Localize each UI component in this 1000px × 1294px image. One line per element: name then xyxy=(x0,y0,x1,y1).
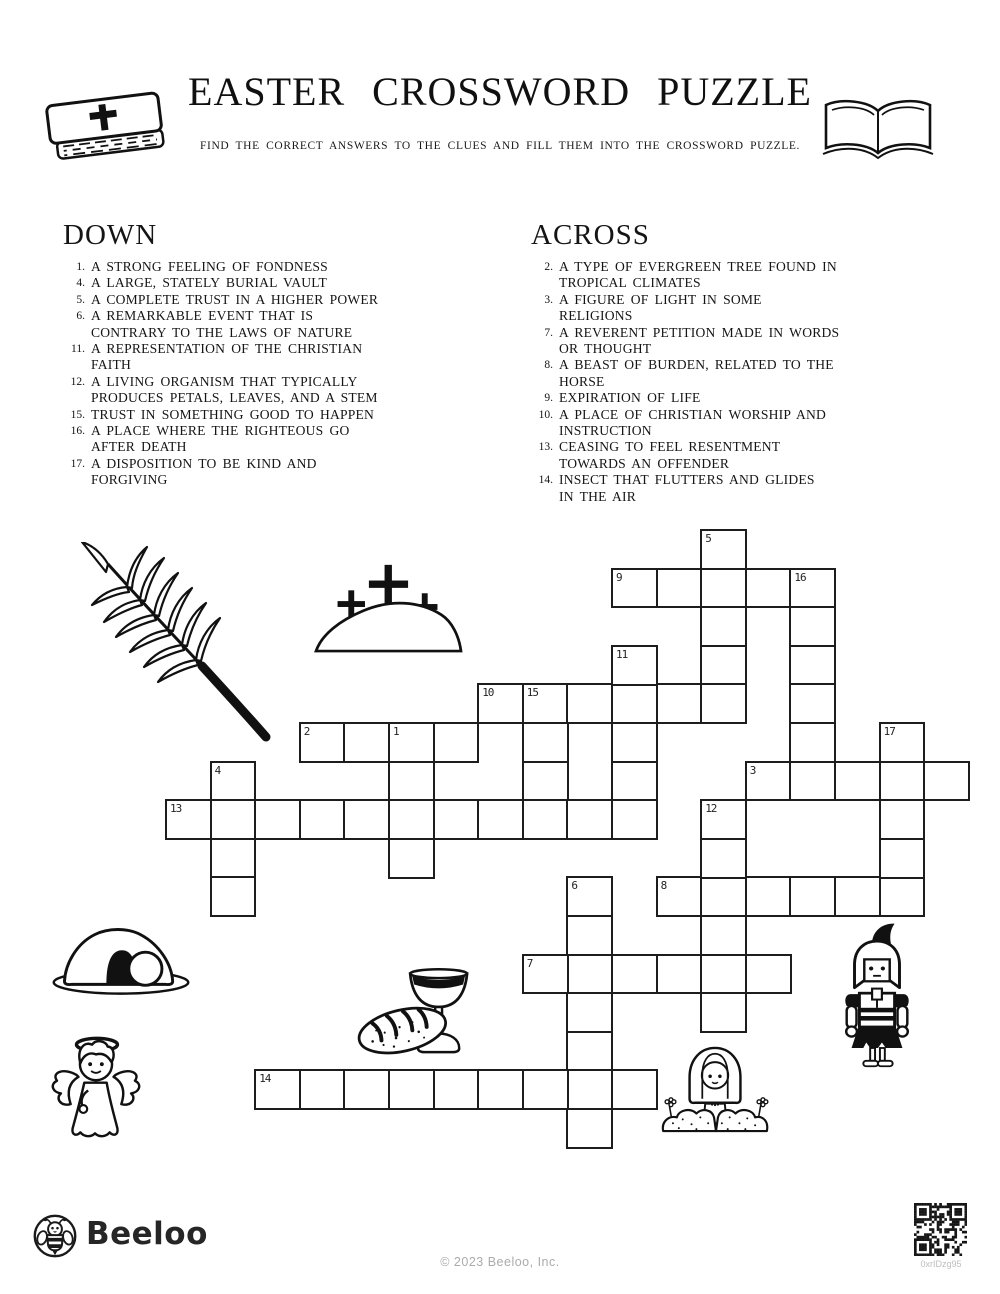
clue-number: 2. xyxy=(544,261,553,273)
crossword-cell[interactable] xyxy=(522,722,569,763)
crossword-cell[interactable] xyxy=(254,1069,301,1110)
qr-code xyxy=(914,1203,967,1256)
cell-number: 10 xyxy=(482,686,494,700)
cell-number: 14 xyxy=(259,1072,271,1086)
crossword-cell[interactable] xyxy=(210,761,257,802)
across-clues-section xyxy=(531,219,961,505)
crossword-cell[interactable] xyxy=(789,683,836,724)
crossword-cell[interactable] xyxy=(477,683,524,724)
crossword-cell[interactable] xyxy=(566,915,613,956)
clue-number: 10. xyxy=(538,408,553,421)
crossword-cell[interactable] xyxy=(611,954,658,995)
across-heading: ACROSS xyxy=(531,219,650,251)
crossword-cell[interactable] xyxy=(522,954,569,995)
clue-text: A STRONG FEELING OF FONDNESS xyxy=(91,259,328,274)
down-heading: DOWN xyxy=(63,219,158,251)
crossword-cell[interactable] xyxy=(700,838,747,879)
crossword-cell[interactable] xyxy=(789,645,836,686)
clue-text: A BEAST OF BURDEN, RELATED TO THE HORSE xyxy=(559,357,834,389)
clue-item xyxy=(63,275,493,291)
crossword-cell[interactable] xyxy=(522,1069,569,1110)
crossword-cell[interactable] xyxy=(210,876,257,917)
crossword-cell[interactable] xyxy=(433,1069,480,1110)
page-subtitle: FIND THE CORRECT ANSWERS TO THE CLUES AND FILL THEM INTO THE CROSSWORD PUZZLE. xyxy=(200,140,800,152)
down-clue-list xyxy=(63,259,493,489)
crossword-cell[interactable] xyxy=(700,606,747,647)
clue-item xyxy=(63,456,493,489)
cell-number: 6 xyxy=(571,879,578,893)
crossword-cell[interactable] xyxy=(388,1069,435,1110)
clue-text: A TYPE OF EVERGREEN TREE FOUND IN TROPICAL CLIMATES xyxy=(559,259,837,291)
crossword-cell[interactable] xyxy=(433,799,480,840)
crossword-cell[interactable] xyxy=(611,722,658,763)
clue-number: 9. xyxy=(544,392,553,405)
cell-number: 11 xyxy=(616,647,628,661)
copyright-text: © 2023 Beeloo, Inc. xyxy=(440,1255,560,1269)
clue-number: 12. xyxy=(70,375,85,388)
crossword-cell[interactable] xyxy=(388,838,435,879)
palm-branch-icon xyxy=(78,542,273,742)
bee-logo-icon xyxy=(32,1213,78,1259)
crossword-cell[interactable] xyxy=(522,683,569,724)
page-title: EASTER CROSSWORD PUZZLE xyxy=(188,69,812,114)
crossword-cell[interactable] xyxy=(656,876,703,917)
crossword-cell[interactable] xyxy=(700,645,747,686)
clue-text: A PLACE OF CHRISTIAN WORSHIP AND INSTRUCTION xyxy=(559,406,827,439)
open-book-icon xyxy=(815,97,941,167)
crossword-cell[interactable] xyxy=(611,761,658,802)
crossword-cell[interactable] xyxy=(700,915,747,956)
crossword-cell[interactable] xyxy=(388,799,435,840)
crossword-cell[interactable] xyxy=(611,645,658,686)
qr-code-label: 0xrIDzg95 xyxy=(920,1259,962,1269)
clue-item xyxy=(531,357,961,390)
crossword-cell[interactable] xyxy=(343,722,390,763)
clue-text: A LIVING ORGANISM THAT TYPICALLY PRODUCES PETALS, LEAVES, AND A STEM xyxy=(91,373,378,406)
clue-number: 13. xyxy=(538,441,553,454)
crossword-cell[interactable] xyxy=(210,838,257,879)
down-clues-section xyxy=(63,219,493,489)
crossword-cell[interactable] xyxy=(700,876,747,917)
brand-name: Beeloo xyxy=(86,1216,208,1252)
crossword-cell[interactable] xyxy=(789,722,836,763)
roman-soldier-icon xyxy=(833,921,921,1069)
cell-number: 8 xyxy=(660,879,667,893)
crossword-cell[interactable] xyxy=(388,761,435,802)
crossword-cell[interactable] xyxy=(656,683,703,724)
crossword-cell[interactable] xyxy=(879,838,926,879)
clue-text: INSECT THAT FLUTTERS AND GLIDES IN THE AIR xyxy=(559,472,815,504)
crossword-cell[interactable] xyxy=(299,1069,346,1110)
crossword-cell[interactable] xyxy=(566,799,613,840)
clue-item xyxy=(63,374,493,407)
crossword-cell[interactable] xyxy=(343,799,390,840)
crossword-cell[interactable] xyxy=(789,568,836,609)
cell-number: 4 xyxy=(214,763,221,777)
clue-item xyxy=(531,325,961,358)
clue-item xyxy=(63,407,493,423)
cell-number: 2 xyxy=(303,725,310,738)
crossword-cell[interactable] xyxy=(165,799,212,840)
clue-number: 14. xyxy=(538,474,553,487)
three-crosses-icon xyxy=(312,558,464,654)
crossword-cell[interactable] xyxy=(566,1031,613,1072)
across-clue-list xyxy=(531,259,961,505)
clue-number: 7. xyxy=(544,326,553,339)
cell-number: 13 xyxy=(170,802,182,816)
crossword-cell[interactable] xyxy=(700,529,747,570)
clue-text: A DISPOSITION TO BE KIND AND FORGIVING xyxy=(91,455,317,488)
cell-number: 1 xyxy=(393,725,399,738)
crossword-cell[interactable] xyxy=(566,683,613,724)
clue-text: A REPRESENTATION OF THE CHRISTIAN FAITH xyxy=(91,341,363,373)
crossword-cell[interactable] xyxy=(834,761,881,802)
clue-number: 3. xyxy=(544,293,553,306)
crossword-cell[interactable] xyxy=(789,606,836,647)
clue-text: A LARGE, STATELY BURIAL VAULT xyxy=(91,275,328,291)
crossword-cell[interactable] xyxy=(879,761,926,802)
crossword-cell[interactable] xyxy=(745,876,792,917)
crossword-cell[interactable] xyxy=(745,954,792,995)
clue-number: 17. xyxy=(70,457,85,470)
crossword-cell[interactable] xyxy=(834,876,881,917)
crossword-cell[interactable] xyxy=(879,876,926,917)
crossword-cell[interactable] xyxy=(656,954,703,995)
crossword-cell[interactable] xyxy=(299,722,346,763)
clue-item xyxy=(63,423,493,456)
mary-icon xyxy=(658,1045,773,1135)
crossword-cell[interactable] xyxy=(611,568,658,609)
cell-number: 17 xyxy=(883,725,895,738)
crossword-cell[interactable] xyxy=(611,683,658,724)
crossword-cell[interactable] xyxy=(566,876,613,917)
crossword-cell[interactable] xyxy=(700,954,747,995)
cell-number: 15 xyxy=(526,686,539,700)
clue-number: 16. xyxy=(70,425,85,438)
crossword-cell[interactable] xyxy=(745,568,792,609)
clue-number: 5. xyxy=(76,293,85,306)
crossword-cell[interactable] xyxy=(566,992,613,1033)
empty-tomb-icon xyxy=(46,920,196,998)
crossword-cell[interactable] xyxy=(656,568,703,609)
crossword-cell[interactable] xyxy=(477,1069,524,1110)
clue-item xyxy=(531,259,961,292)
cell-number: 5 xyxy=(705,532,711,545)
crossword-cell[interactable] xyxy=(923,761,970,802)
crossword-cell[interactable] xyxy=(789,761,836,802)
crossword-cell[interactable] xyxy=(388,722,435,763)
crossword-cell[interactable] xyxy=(566,1069,613,1110)
cell-number: 9 xyxy=(616,570,622,584)
crossword-cell[interactable] xyxy=(700,568,747,609)
cell-number: 16 xyxy=(794,570,806,584)
crossword-cell[interactable] xyxy=(879,799,926,840)
angel-icon xyxy=(48,1032,143,1147)
clue-item xyxy=(531,439,961,472)
clue-number: 6. xyxy=(76,310,85,323)
clue-number: 1. xyxy=(76,261,85,273)
bible-icon xyxy=(36,90,178,172)
crossword-cell[interactable] xyxy=(299,799,346,840)
clue-item xyxy=(531,292,961,325)
bread-and-chalice-icon xyxy=(350,958,490,1058)
crossword-cell[interactable] xyxy=(700,683,747,724)
cell-number: 12 xyxy=(705,802,717,816)
crossword-cell[interactable] xyxy=(522,799,569,840)
clue-item xyxy=(531,472,961,505)
clue-number: 8. xyxy=(544,359,553,372)
clue-item xyxy=(531,390,961,406)
crossword-cell[interactable] xyxy=(210,799,257,840)
clue-text: EXPIRATION OF LIFE xyxy=(559,390,701,406)
crossword-cell[interactable] xyxy=(522,761,569,802)
clue-item xyxy=(63,292,493,308)
clue-item xyxy=(531,407,961,440)
clue-text: A REMARKABLE EVENT THAT IS CONTRARY TO THE LAWS OF NATURE xyxy=(91,308,353,340)
clue-text: A PLACE WHERE THE RIGHTEOUS GO AFTER DEATH xyxy=(91,423,350,455)
crossword-cell[interactable] xyxy=(477,799,524,840)
clue-text: CEASING TO FEEL RESENTMENT TOWARDS AN OFFENDER xyxy=(559,439,781,471)
crossword-cell[interactable] xyxy=(433,722,480,763)
clue-text: A COMPLETE TRUST IN A HIGHER POWER xyxy=(91,291,379,307)
clue-item xyxy=(63,259,493,275)
crossword-cell[interactable] xyxy=(611,1069,658,1110)
clue-item xyxy=(63,341,493,374)
crossword-cell[interactable] xyxy=(611,799,658,840)
crossword-cell[interactable] xyxy=(700,799,747,840)
crossword-cell[interactable] xyxy=(566,954,613,995)
crossword-cell[interactable] xyxy=(700,992,747,1033)
clue-number: 15. xyxy=(70,408,85,421)
clue-text: TRUST IN SOMETHING GOOD TO HAPPEN xyxy=(91,406,375,422)
cell-number: 7 xyxy=(526,956,533,970)
crossword-cell[interactable] xyxy=(879,722,926,763)
crossword-cell[interactable] xyxy=(745,761,792,802)
clue-text: A REVERENT PETITION MADE IN WORDS OR THOUGHT xyxy=(559,324,840,357)
clue-number: 4. xyxy=(76,277,85,290)
crossword-cell[interactable] xyxy=(566,1108,613,1149)
cell-number: 3 xyxy=(749,763,756,777)
crossword-cell[interactable] xyxy=(254,799,301,840)
clue-text: A FIGURE OF LIGHT IN SOME RELIGIONS xyxy=(559,291,762,324)
clue-item xyxy=(63,308,493,341)
clue-number: 11. xyxy=(71,343,85,356)
crossword-cell[interactable] xyxy=(343,1069,390,1110)
crossword-cell[interactable] xyxy=(789,876,836,917)
